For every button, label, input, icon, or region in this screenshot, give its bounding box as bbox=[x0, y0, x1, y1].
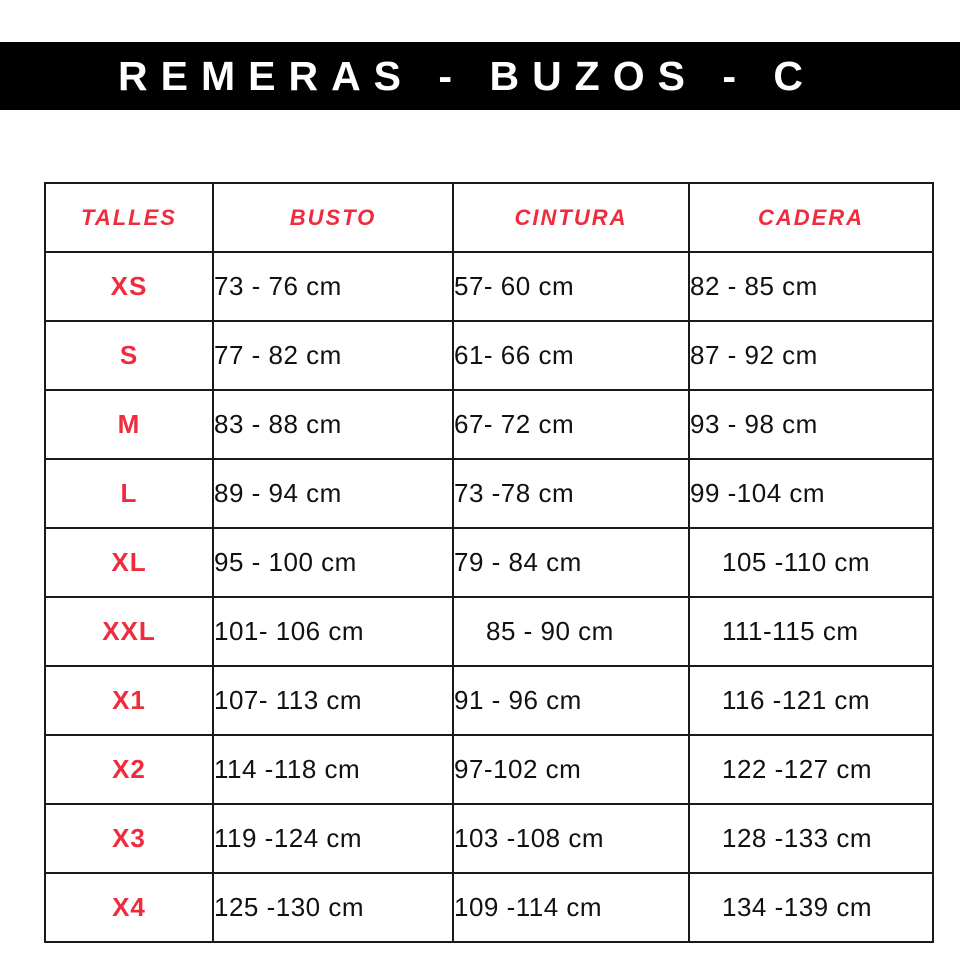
cell-cintura: 109 -114 cm bbox=[453, 873, 689, 942]
cell-cadera: 82 - 85 cm bbox=[689, 252, 933, 321]
cell-size: XL bbox=[45, 528, 213, 597]
cell-size: L bbox=[45, 459, 213, 528]
cell-size: X2 bbox=[45, 735, 213, 804]
cell-cintura: 57- 60 cm bbox=[453, 252, 689, 321]
cell-cintura: 85 - 90 cm bbox=[453, 597, 689, 666]
cell-busto: 125 -130 cm bbox=[213, 873, 453, 942]
table-header bbox=[45, 183, 933, 252]
cell-cadera: 116 -121 cm bbox=[689, 666, 933, 735]
column-header-cintura: CINTURA bbox=[453, 183, 689, 252]
header-banner bbox=[0, 42, 960, 110]
cell-busto: 77 - 82 cm bbox=[213, 321, 453, 390]
cell-cadera: 128 -133 cm bbox=[689, 804, 933, 873]
size-table bbox=[44, 182, 934, 943]
cell-size: XXL bbox=[45, 597, 213, 666]
cell-cadera: 87 - 92 cm bbox=[689, 321, 933, 390]
cell-size: X3 bbox=[45, 804, 213, 873]
column-header-busto: BUSTO bbox=[213, 183, 453, 252]
cell-busto: 95 - 100 cm bbox=[213, 528, 453, 597]
cell-cintura: 73 -78 cm bbox=[453, 459, 689, 528]
cell-busto: 89 - 94 cm bbox=[213, 459, 453, 528]
cell-busto: 114 -118 cm bbox=[213, 735, 453, 804]
cell-cadera: 111-115 cm bbox=[689, 597, 933, 666]
cell-cintura: 97-102 cm bbox=[453, 735, 689, 804]
column-header-cadera: CADERA bbox=[689, 183, 933, 252]
table-row bbox=[45, 597, 933, 666]
cell-busto: 101- 106 cm bbox=[213, 597, 453, 666]
cell-cadera: 105 -110 cm bbox=[689, 528, 933, 597]
banner-title: REMERAS - BUZOS - C bbox=[118, 52, 816, 99]
table-row bbox=[45, 321, 933, 390]
cell-cadera: 93 - 98 cm bbox=[689, 390, 933, 459]
cell-size: M bbox=[45, 390, 213, 459]
table-row bbox=[45, 873, 933, 942]
table-row bbox=[45, 390, 933, 459]
cell-busto: 73 - 76 cm bbox=[213, 252, 453, 321]
table-row bbox=[45, 459, 933, 528]
cell-cintura: 91 - 96 cm bbox=[453, 666, 689, 735]
table-row bbox=[45, 528, 933, 597]
table-header-row bbox=[45, 183, 933, 252]
size-table-container bbox=[44, 182, 932, 943]
cell-size: S bbox=[45, 321, 213, 390]
cell-cintura: 61- 66 cm bbox=[453, 321, 689, 390]
cell-cadera: 99 -104 cm bbox=[689, 459, 933, 528]
table-row bbox=[45, 735, 933, 804]
table-row bbox=[45, 666, 933, 735]
cell-cintura: 103 -108 cm bbox=[453, 804, 689, 873]
cell-busto: 107- 113 cm bbox=[213, 666, 453, 735]
cell-cintura: 79 - 84 cm bbox=[453, 528, 689, 597]
cell-cadera: 122 -127 cm bbox=[689, 735, 933, 804]
cell-size: X4 bbox=[45, 873, 213, 942]
column-header-talles: TALLES bbox=[45, 183, 213, 252]
cell-size: XS bbox=[45, 252, 213, 321]
table-row bbox=[45, 252, 933, 321]
table-body bbox=[45, 252, 933, 942]
cell-busto: 83 - 88 cm bbox=[213, 390, 453, 459]
table-row bbox=[45, 804, 933, 873]
cell-busto: 119 -124 cm bbox=[213, 804, 453, 873]
cell-cadera: 134 -139 cm bbox=[689, 873, 933, 942]
cell-cintura: 67- 72 cm bbox=[453, 390, 689, 459]
cell-size: X1 bbox=[45, 666, 213, 735]
